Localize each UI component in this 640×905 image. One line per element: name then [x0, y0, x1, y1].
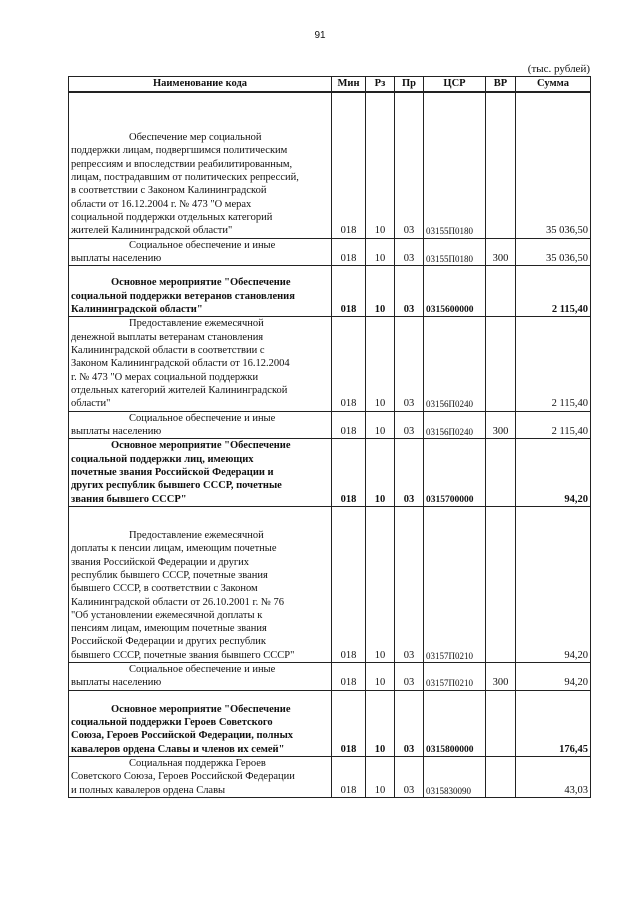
- name-line: звания бывшего СССР": [71, 493, 187, 505]
- cell-sum: 2 115,40: [516, 266, 591, 317]
- cell-vr: [486, 757, 516, 798]
- cell-min: 018: [332, 757, 366, 798]
- budget-table: [68, 76, 591, 798]
- cell-pr: 03: [395, 439, 424, 507]
- table-row: [69, 92, 591, 238]
- name-line: выплаты населению: [71, 252, 162, 264]
- cell-min: 018: [332, 317, 366, 411]
- cell-min: 018: [332, 238, 366, 266]
- cell-csr: 03155П0180: [424, 238, 486, 266]
- cell-vr: [486, 266, 516, 317]
- name-line: бывшего СССР, в соответствии с Законом: [71, 583, 258, 595]
- cell-name: [69, 506, 332, 662]
- cell-sum: 94,20: [516, 506, 591, 662]
- name-line: доплаты к пенсии лицам, имеющим почетные: [71, 543, 277, 555]
- name-line: области": [71, 398, 111, 410]
- cell-csr: 0315830090: [424, 757, 486, 798]
- name-line: Основное мероприятие "Обеспечение: [111, 440, 291, 452]
- cell-sum: 176,45: [516, 690, 591, 756]
- name-line: республик бывшего СССР, почетные звания: [71, 569, 268, 581]
- cell-min: 018: [332, 411, 366, 439]
- cell-pr: 03: [395, 317, 424, 411]
- cell-name: [69, 411, 332, 439]
- name-line: почетные звания Российской Федерации и: [71, 466, 274, 478]
- name-line: жителей Калининградской области": [71, 225, 233, 237]
- name-line: области от 16.12.2004 г. № 473 "О мерах: [71, 198, 252, 210]
- cell-name: [69, 690, 332, 756]
- cell-vr: [486, 690, 516, 756]
- table-body: [69, 92, 591, 798]
- table-row: [69, 238, 591, 266]
- name-line: "Об установлении ежемесячной доплаты к: [71, 609, 263, 621]
- cell-pr: 03: [395, 266, 424, 317]
- name-line: г. № 473 "О мерах социальной поддержки: [71, 371, 259, 383]
- header-csr: ЦСР: [424, 77, 486, 93]
- name-line: выплаты населению: [71, 425, 162, 437]
- name-line: поддержки лицам, подвергшимся политическим: [71, 145, 288, 157]
- cell-name: [69, 757, 332, 798]
- cell-name: [69, 317, 332, 411]
- table-row: [69, 317, 591, 411]
- table-row: [69, 663, 591, 691]
- cell-name: [69, 92, 332, 238]
- name-line: Предоставление ежемесячной: [129, 318, 264, 330]
- table-row: [69, 757, 591, 798]
- header-vr: ВР: [486, 77, 516, 93]
- cell-sum: 43,03: [516, 757, 591, 798]
- header-name: Наименование кода: [69, 77, 332, 93]
- cell-rz: 10: [366, 757, 395, 798]
- cell-rz: 10: [366, 439, 395, 507]
- cell-rz: 10: [366, 266, 395, 317]
- cell-name: [69, 663, 332, 691]
- cell-min: 018: [332, 506, 366, 662]
- cell-rz: 10: [366, 92, 395, 238]
- cell-name: [69, 238, 332, 266]
- header-rz: Рз: [366, 77, 395, 93]
- name-line: и полных кавалеров ордена Славы: [71, 784, 226, 796]
- cell-pr: 03: [395, 506, 424, 662]
- name-line: Социальное обеспечение и иные: [129, 239, 276, 251]
- page-number: 91: [314, 30, 326, 41]
- name-line: Советского Союза, Героев Российской Федерации: [71, 771, 295, 783]
- cell-sum: 94,20: [516, 663, 591, 691]
- cell-csr: 03155П0180: [424, 92, 486, 238]
- cell-rz: 10: [366, 317, 395, 411]
- table-row: [69, 690, 591, 756]
- cell-csr: 03157П0210: [424, 663, 486, 691]
- cell-name: [69, 439, 332, 507]
- name-line: Союза, Героев Российской Федерации, полных: [71, 730, 294, 742]
- name-line: в соответствии с Законом Калининградской: [71, 185, 267, 197]
- cell-pr: 03: [395, 92, 424, 238]
- table-row: [69, 506, 591, 662]
- cell-csr: 0315800000: [424, 690, 486, 756]
- cell-name: [69, 266, 332, 317]
- cell-sum: 35 036,50: [516, 238, 591, 266]
- name-line: кавалеров ордена Славы и членов их семей": [71, 743, 285, 755]
- name-line: лицам, пострадавшим от политических репрессий,: [71, 171, 299, 183]
- name-line: Российской Федерации и других республик: [71, 636, 266, 648]
- table-header-row: [69, 77, 591, 93]
- cell-sum: 35 036,50: [516, 92, 591, 238]
- cell-sum: 2 115,40: [516, 411, 591, 439]
- cell-sum: 2 115,40: [516, 317, 591, 411]
- header-pr: Пр: [395, 77, 424, 93]
- cell-csr: 03157П0210: [424, 506, 486, 662]
- name-line: Социальное обеспечение и иные: [129, 412, 276, 424]
- name-line: Калининградской области от 26.10.2001 г. № 76: [71, 596, 285, 608]
- cell-vr: [486, 439, 516, 507]
- name-line: Предоставление ежемесячной: [129, 529, 264, 541]
- cell-pr: 03: [395, 690, 424, 756]
- header-sum: Сумма: [516, 77, 591, 93]
- cell-vr: [486, 92, 516, 238]
- cell-csr: 0315600000: [424, 266, 486, 317]
- cell-min: 018: [332, 92, 366, 238]
- cell-vr: [486, 506, 516, 662]
- name-line: социальной поддержки отдельных категорий: [71, 211, 273, 223]
- name-line: Калининградской области": [71, 303, 203, 315]
- name-line: социальной поддержки Героев Советского: [71, 717, 273, 729]
- cell-rz: 10: [366, 663, 395, 691]
- name-line: социальной поддержки ветеранов становления: [71, 290, 295, 302]
- cell-min: 018: [332, 266, 366, 317]
- cell-pr: 03: [395, 411, 424, 439]
- name-line: денежной выплаты ветеранам становления: [71, 331, 264, 343]
- cell-vr: 300: [486, 663, 516, 691]
- cell-min: 018: [332, 690, 366, 756]
- name-line: Основное мероприятие "Обеспечение: [111, 277, 291, 289]
- cell-vr: 300: [486, 411, 516, 439]
- cell-vr: [486, 317, 516, 411]
- cell-min: 018: [332, 663, 366, 691]
- name-line: пенсиям лицам, имеющим почетные звания: [71, 623, 267, 635]
- name-line: бывшего СССР, почетные звания бывшего СССР": [71, 649, 295, 661]
- name-line: Обеспечение мер социальной: [129, 132, 262, 143]
- units-label: (тыс. рублей): [527, 63, 590, 75]
- name-line: выплаты населению: [71, 677, 162, 689]
- name-line: других республик бывшего СССР, почетные: [71, 480, 282, 492]
- cell-vr: 300: [486, 238, 516, 266]
- name-line: Социальное обеспечение и иные: [129, 664, 276, 676]
- cell-rz: 10: [366, 506, 395, 662]
- cell-pr: 03: [395, 757, 424, 798]
- header-min: Мин: [332, 77, 366, 93]
- name-line: Калининградской области в соответствии с: [71, 344, 265, 356]
- cell-sum: 94,20: [516, 439, 591, 507]
- name-line: репрессиям и впоследствии реабилитированным,: [71, 158, 293, 170]
- name-line: Социальная поддержка Героев: [129, 758, 266, 770]
- table-row: [69, 411, 591, 439]
- name-line: Законом Калининградской области от 16.12.2004: [71, 358, 290, 370]
- table-row: [69, 266, 591, 317]
- cell-rz: 10: [366, 690, 395, 756]
- name-line: Основное мероприятие "Обеспечение: [111, 703, 291, 715]
- cell-csr: 0315700000: [424, 439, 486, 507]
- cell-csr: 03156П0240: [424, 411, 486, 439]
- name-line: социальной поддержки лиц, имеющих: [71, 453, 254, 465]
- cell-rz: 10: [366, 238, 395, 266]
- name-line: отдельных категорий жителей Калининградской: [71, 384, 288, 396]
- cell-min: 018: [332, 439, 366, 507]
- name-line: звания Российской Федерации и других: [71, 556, 250, 568]
- cell-rz: 10: [366, 411, 395, 439]
- cell-csr: 03156П0240: [424, 317, 486, 411]
- cell-pr: 03: [395, 238, 424, 266]
- table-row: [69, 439, 591, 507]
- cell-pr: 03: [395, 663, 424, 691]
